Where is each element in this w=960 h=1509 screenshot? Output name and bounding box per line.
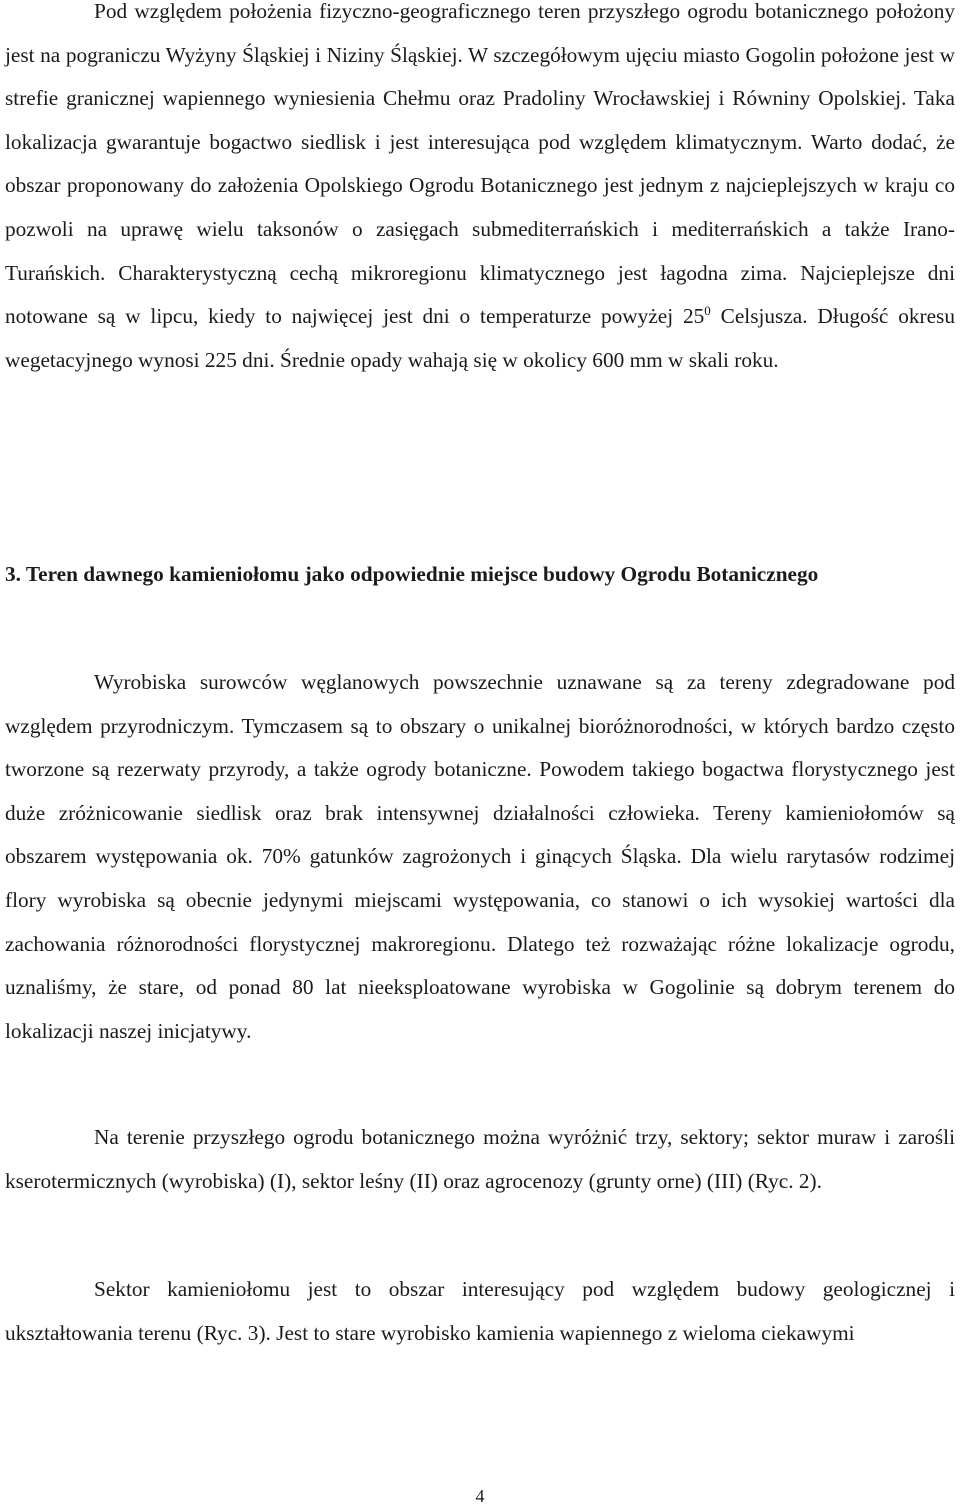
paragraph-climate bbox=[5, 0, 955, 382]
degree-superscript: 0 bbox=[704, 303, 711, 319]
paragraph-quarries: Wyrobiska surowców węglanowych powszechnie uznawane są za tereny zdegradowane pod względem przyrodniczym. Tymczasem są to obszary o unikalnej bioróżnorodności, w których bardzo często tworzone są rezerwaty przyrody, a także ogrody botaniczne. Powodem takiego bogactwa florystycznego jest duże zróżnicowanie siedlisk oraz brak intensywnej działalności człowieka. Tereny kamieniołomów są obszarem występowania ok. 70% gatunków zagrożonych i ginących Śląska. Dla wielu rarytasów rodzimej flory wyrobiska są obecnie jedynymi miejscami występowania, co stanowi o ich wysokiej wartości dla zachowania różnorodności florystycznej makroregionu. Dlatego też rozważając różne lokalizacje ogrodu, uznaliśmy, że stare, od ponad 80 lat nieeksploatowane wyrobiska w Gogolinie są dobrym terenem do lokalizacji naszej inicjatywy. bbox=[5, 670, 955, 1043]
paragraph-quarry-sector: Sektor kamieniołomu jest to obszar interesujący pod względem budowy geologicznej i ukształtowania terenu (Ryc. 3). Jest to stare wyrobisko kamienia wapiennego z wieloma ciekawymi bbox=[5, 1277, 955, 1345]
paragraph-climate-text-end: Celsjusza. Długość okresu wegetacyjnego wynosi 225 dni. Średnie opady wahają się w okolicy 600 mm w skali roku. bbox=[5, 304, 955, 372]
page-number: 4 bbox=[475, 1486, 485, 1506]
section-heading: 3. Teren dawnego kamieniołomu jako odpowiednie miejsce budowy Ogrodu Botanicznego bbox=[5, 562, 819, 586]
paragraph-sectors: Na terenie przyszłego ogrodu botanicznego można wyróżnić trzy, sektory; sektor muraw i zarośli kserotermicznych (wyrobiska) (I), sektor leśny (II) oraz agrocenozy (grunty orne) (III) (Ryc. 2). bbox=[5, 1125, 955, 1193]
paragraph-climate-text: Pod względem położenia fizyczno-geograficznego teren przyszłego ogrodu botanicznego położony jest na pograniczu Wyżyny Śląskiej i Niziny Śląskiej. W szczegółowym ujęciu miasto Gogolin położone jest w strefie granicznej wapiennego wyniesienia Chełmu oraz Pradoliny Wrocławskiej i Równiny Opolskiej. Taka lokalizacja gwarantuje bogactwo siedlisk i jest interesująca pod względem klimatycznym. Warto dodać, że obszar proponowany do założenia Opolskiego Ogrodu Botanicznego jest jednym z najcieplejszych w kraju co pozwoli na uprawę wielu taksonów o zasięgach submediterrańskich i mediterrańskich a także Irano-Turańskich. Charakterystyczną cechą mikroregionu klimatycznego jest łagodna zima. Najcieplejsze dni notowane są w lipcu, kiedy to najwięcej jest dni o temperaturze powyżej 25 bbox=[5, 0, 955, 329]
